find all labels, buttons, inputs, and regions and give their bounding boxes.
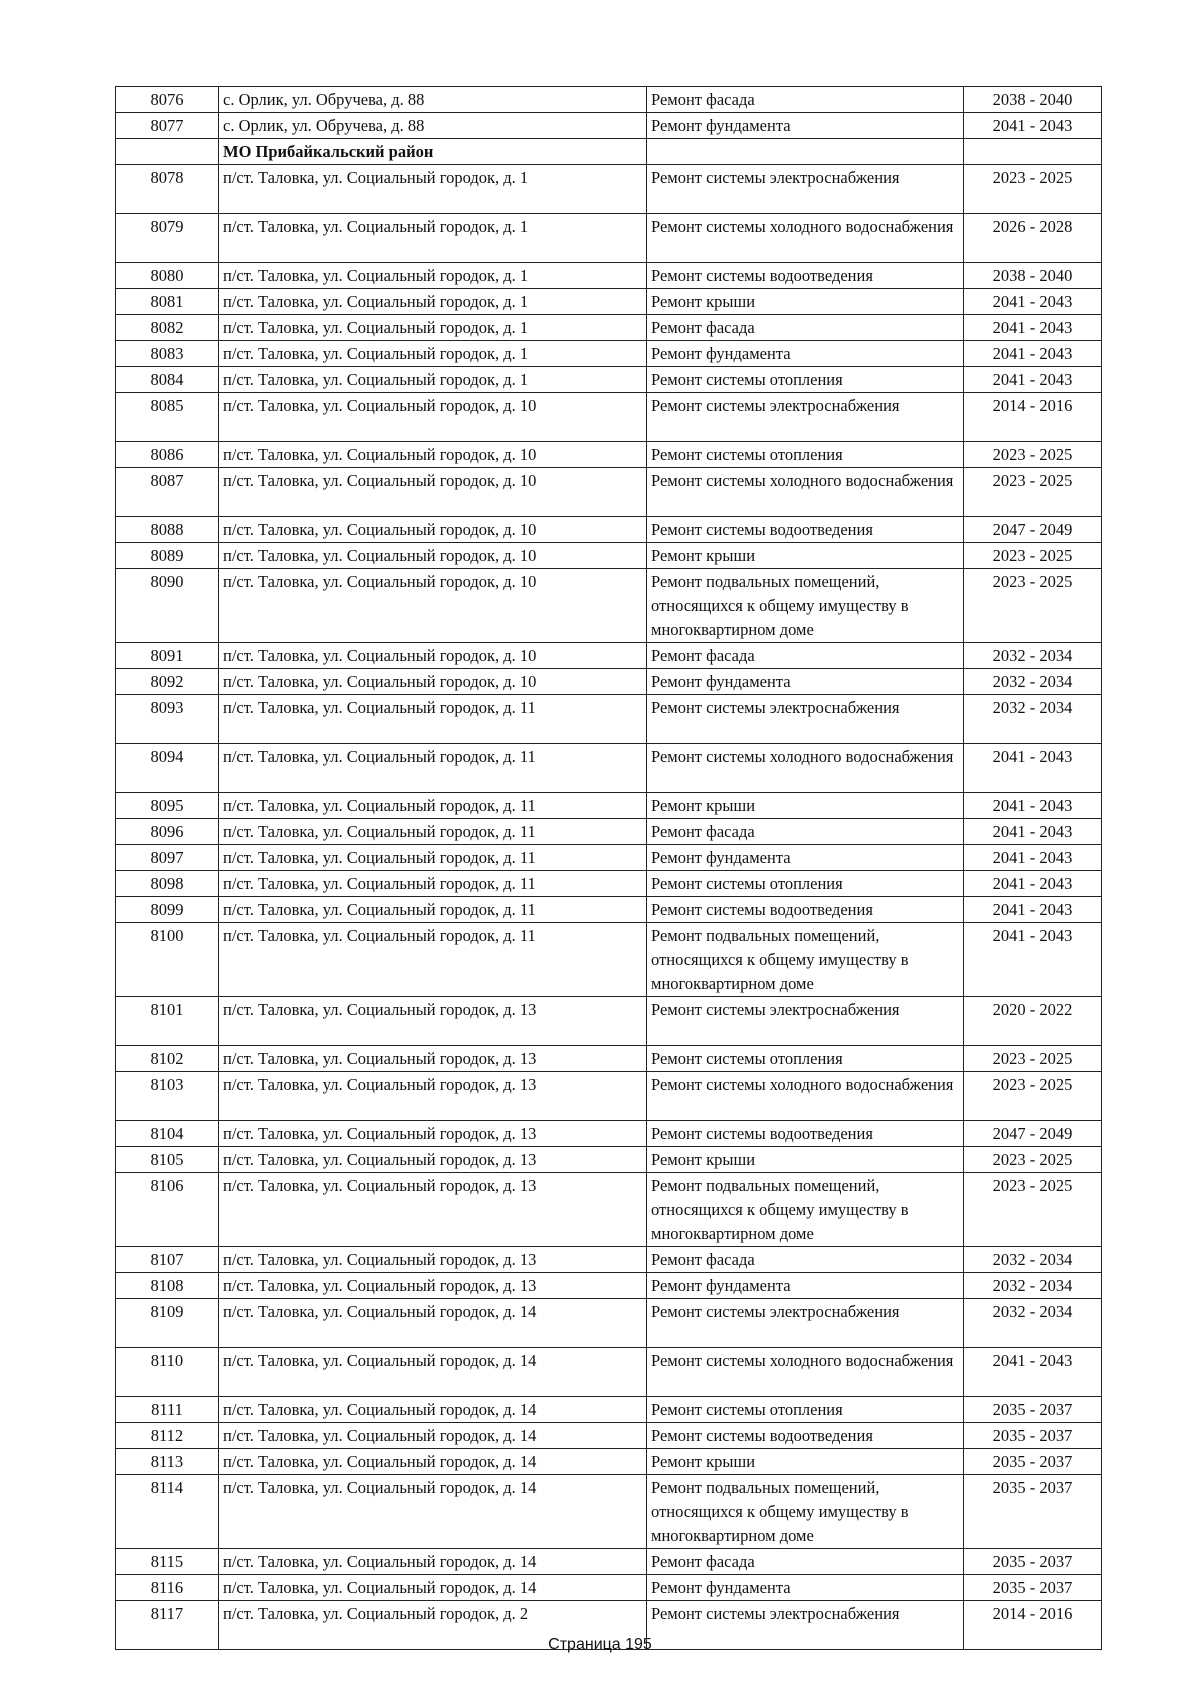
work-type-cell bbox=[647, 139, 964, 165]
period-cell: 2041 - 2043 bbox=[964, 897, 1102, 923]
work-type-cell: Ремонт системы электроснабжения bbox=[647, 165, 964, 214]
work-type-cell: Ремонт фасада bbox=[647, 643, 964, 669]
address-cell: п/ст. Таловка, ул. Социальный городок, д. 11 bbox=[219, 897, 647, 923]
work-type-cell: Ремонт крыши bbox=[647, 543, 964, 569]
work-type-cell: Ремонт системы отопления bbox=[647, 367, 964, 393]
work-type-cell: Ремонт фундамента bbox=[647, 845, 964, 871]
row-number-cell: 8116 bbox=[116, 1575, 219, 1601]
table-row bbox=[116, 393, 1102, 442]
work-type-cell: Ремонт подвальных помещений, относящихся к общему имуществу в многоквартирном доме bbox=[647, 1173, 964, 1247]
period-cell: 2035 - 2037 bbox=[964, 1449, 1102, 1475]
table-row bbox=[116, 793, 1102, 819]
row-number-cell: 8088 bbox=[116, 517, 219, 543]
address-cell: п/ст. Таловка, ул. Социальный городок, д. 1 bbox=[219, 289, 647, 315]
table-row bbox=[116, 897, 1102, 923]
work-type-cell: Ремонт подвальных помещений, относящихся к общему имуществу в многоквартирном доме bbox=[647, 569, 964, 643]
work-type-cell: Ремонт системы холодного водоснабжения bbox=[647, 468, 964, 517]
table-row bbox=[116, 1147, 1102, 1173]
address-cell: п/ст. Таловка, ул. Социальный городок, д. 10 bbox=[219, 517, 647, 543]
period-cell: 2023 - 2025 bbox=[964, 468, 1102, 517]
row-number-cell: 8082 bbox=[116, 315, 219, 341]
row-number-cell: 8110 bbox=[116, 1348, 219, 1397]
row-number-cell: 8105 bbox=[116, 1147, 219, 1173]
row-number-cell: 8104 bbox=[116, 1121, 219, 1147]
period-cell: 2041 - 2043 bbox=[964, 367, 1102, 393]
work-type-cell: Ремонт системы холодного водоснабжения bbox=[647, 1348, 964, 1397]
work-type-cell: Ремонт системы отопления bbox=[647, 1046, 964, 1072]
address-cell: п/ст. Таловка, ул. Социальный городок, д. 1 bbox=[219, 263, 647, 289]
row-number-cell: 8076 bbox=[116, 87, 219, 113]
table-row bbox=[116, 517, 1102, 543]
address-cell: п/ст. Таловка, ул. Социальный городок, д. 1 bbox=[219, 341, 647, 367]
work-type-cell: Ремонт крыши bbox=[647, 289, 964, 315]
table-row bbox=[116, 1397, 1102, 1423]
row-number-cell: 8103 bbox=[116, 1072, 219, 1121]
page-number: Страница 195 bbox=[548, 1636, 652, 1653]
table-row bbox=[116, 669, 1102, 695]
table-row bbox=[116, 214, 1102, 263]
row-number-cell: 8113 bbox=[116, 1449, 219, 1475]
row-number-cell: 8114 bbox=[116, 1475, 219, 1549]
period-cell: 2026 - 2028 bbox=[964, 214, 1102, 263]
work-type-cell: Ремонт системы электроснабжения bbox=[647, 997, 964, 1046]
table-row bbox=[116, 923, 1102, 997]
period-cell: 2023 - 2025 bbox=[964, 1147, 1102, 1173]
table-row bbox=[116, 845, 1102, 871]
work-type-cell: Ремонт фасада bbox=[647, 819, 964, 845]
row-number-cell: 8108 bbox=[116, 1273, 219, 1299]
table-row bbox=[116, 744, 1102, 793]
table-row bbox=[116, 569, 1102, 643]
row-number-cell: 8089 bbox=[116, 543, 219, 569]
row-number-cell: 8081 bbox=[116, 289, 219, 315]
work-type-cell: Ремонт системы водоотведения bbox=[647, 1423, 964, 1449]
address-cell: п/ст. Таловка, ул. Социальный городок, д. 11 bbox=[219, 744, 647, 793]
address-cell: п/ст. Таловка, ул. Социальный городок, д. 10 bbox=[219, 643, 647, 669]
row-number-cell: 8090 bbox=[116, 569, 219, 643]
table-row bbox=[116, 442, 1102, 468]
table-row bbox=[116, 695, 1102, 744]
work-type-cell: Ремонт системы электроснабжения bbox=[647, 1299, 964, 1348]
address-cell: п/ст. Таловка, ул. Социальный городок, д. 13 bbox=[219, 1072, 647, 1121]
address-cell: п/ст. Таловка, ул. Социальный городок, д. 13 bbox=[219, 997, 647, 1046]
period-cell: 2023 - 2025 bbox=[964, 569, 1102, 643]
work-type-cell: Ремонт фундамента bbox=[647, 669, 964, 695]
repair-schedule-table bbox=[115, 86, 1102, 1650]
work-type-cell: Ремонт фасада bbox=[647, 87, 964, 113]
address-cell: с. Орлик, ул. Обручева, д. 88 bbox=[219, 113, 647, 139]
work-type-cell: Ремонт системы водоотведения bbox=[647, 263, 964, 289]
row-number-cell: 8096 bbox=[116, 819, 219, 845]
region-header-row bbox=[116, 139, 1102, 165]
row-number-cell: 8086 bbox=[116, 442, 219, 468]
table-row bbox=[116, 165, 1102, 214]
period-cell: 2023 - 2025 bbox=[964, 165, 1102, 214]
period-cell: 2032 - 2034 bbox=[964, 695, 1102, 744]
row-number-cell: 8080 bbox=[116, 263, 219, 289]
period-cell: 2041 - 2043 bbox=[964, 923, 1102, 997]
address-cell: п/ст. Таловка, ул. Социальный городок, д. 1 bbox=[219, 367, 647, 393]
table-row bbox=[116, 1449, 1102, 1475]
table-row bbox=[116, 819, 1102, 845]
period-cell: 2023 - 2025 bbox=[964, 1072, 1102, 1121]
address-cell: п/ст. Таловка, ул. Социальный городок, д. 13 bbox=[219, 1046, 647, 1072]
work-type-cell: Ремонт системы водоотведения bbox=[647, 517, 964, 543]
table-row bbox=[116, 289, 1102, 315]
address-cell: п/ст. Таловка, ул. Социальный городок, д. 2 bbox=[219, 1601, 647, 1650]
period-cell: 2032 - 2034 bbox=[964, 669, 1102, 695]
work-type-cell: Ремонт системы холодного водоснабжения bbox=[647, 214, 964, 263]
address-cell: п/ст. Таловка, ул. Социальный городок, д. 1 bbox=[219, 315, 647, 341]
table-row bbox=[116, 1549, 1102, 1575]
period-cell: 2023 - 2025 bbox=[964, 1046, 1102, 1072]
row-number-cell: 8078 bbox=[116, 165, 219, 214]
period-cell: 2041 - 2043 bbox=[964, 744, 1102, 793]
period-cell: 2041 - 2043 bbox=[964, 793, 1102, 819]
period-cell: 2041 - 2043 bbox=[964, 341, 1102, 367]
table-row bbox=[116, 1173, 1102, 1247]
address-cell: п/ст. Таловка, ул. Социальный городок, д. 14 bbox=[219, 1575, 647, 1601]
address-cell: п/ст. Таловка, ул. Социальный городок, д. 11 bbox=[219, 923, 647, 997]
address-cell: п/ст. Таловка, ул. Социальный городок, д. 14 bbox=[219, 1299, 647, 1348]
period-cell: 2035 - 2037 bbox=[964, 1397, 1102, 1423]
work-type-cell: Ремонт крыши bbox=[647, 1147, 964, 1173]
row-number-cell: 8115 bbox=[116, 1549, 219, 1575]
row-number-cell: 8092 bbox=[116, 669, 219, 695]
row-number-cell: 8083 bbox=[116, 341, 219, 367]
period-cell: 2041 - 2043 bbox=[964, 871, 1102, 897]
work-type-cell: Ремонт фасада bbox=[647, 1549, 964, 1575]
table-row bbox=[116, 1475, 1102, 1549]
table-row bbox=[116, 997, 1102, 1046]
work-type-cell: Ремонт фундамента bbox=[647, 1575, 964, 1601]
table-row bbox=[116, 1121, 1102, 1147]
address-cell: п/ст. Таловка, ул. Социальный городок, д. 11 bbox=[219, 793, 647, 819]
address-cell: п/ст. Таловка, ул. Социальный городок, д. 10 bbox=[219, 543, 647, 569]
row-number-cell: 8102 bbox=[116, 1046, 219, 1072]
row-number-cell: 8112 bbox=[116, 1423, 219, 1449]
row-number-cell: 8095 bbox=[116, 793, 219, 819]
address-cell: п/ст. Таловка, ул. Социальный городок, д. 10 bbox=[219, 468, 647, 517]
work-type-cell: Ремонт фундамента bbox=[647, 341, 964, 367]
table-row bbox=[116, 1575, 1102, 1601]
table-row bbox=[116, 871, 1102, 897]
work-type-cell: Ремонт системы водоотведения bbox=[647, 897, 964, 923]
table-row bbox=[116, 367, 1102, 393]
row-number-cell: 8099 bbox=[116, 897, 219, 923]
period-cell: 2041 - 2043 bbox=[964, 315, 1102, 341]
row-number-cell: 8079 bbox=[116, 214, 219, 263]
table-body bbox=[116, 87, 1102, 1650]
period-cell: 2014 - 2016 bbox=[964, 1601, 1102, 1650]
period-cell: 2047 - 2049 bbox=[964, 1121, 1102, 1147]
row-number-cell: 8077 bbox=[116, 113, 219, 139]
address-cell: п/ст. Таловка, ул. Социальный городок, д. 14 bbox=[219, 1549, 647, 1575]
address-cell: п/ст. Таловка, ул. Социальный городок, д. 13 bbox=[219, 1247, 647, 1273]
period-cell: 2032 - 2034 bbox=[964, 1247, 1102, 1273]
period-cell: 2023 - 2025 bbox=[964, 442, 1102, 468]
address-cell: п/ст. Таловка, ул. Социальный городок, д. 13 bbox=[219, 1273, 647, 1299]
period-cell: 2035 - 2037 bbox=[964, 1423, 1102, 1449]
address-cell: п/ст. Таловка, ул. Социальный городок, д. 13 bbox=[219, 1121, 647, 1147]
period-cell: 2032 - 2034 bbox=[964, 643, 1102, 669]
work-type-cell: Ремонт системы электроснабжения bbox=[647, 1601, 964, 1650]
row-number-cell: 8109 bbox=[116, 1299, 219, 1348]
row-number-cell: 8084 bbox=[116, 367, 219, 393]
table-row bbox=[116, 1072, 1102, 1121]
work-type-cell: Ремонт фундамента bbox=[647, 113, 964, 139]
address-cell: п/ст. Таловка, ул. Социальный городок, д. 1 bbox=[219, 165, 647, 214]
work-type-cell: Ремонт системы холодного водоснабжения bbox=[647, 744, 964, 793]
table-row bbox=[116, 87, 1102, 113]
work-type-cell: Ремонт системы электроснабжения bbox=[647, 695, 964, 744]
address-cell: п/ст. Таловка, ул. Социальный городок, д. 10 bbox=[219, 393, 647, 442]
row-number-cell: 8117 bbox=[116, 1601, 219, 1650]
row-number-cell: 8097 bbox=[116, 845, 219, 871]
row-number-cell bbox=[116, 139, 219, 165]
table-row bbox=[116, 113, 1102, 139]
address-cell: п/ст. Таловка, ул. Социальный городок, д. 10 bbox=[219, 442, 647, 468]
address-cell: п/ст. Таловка, ул. Социальный городок, д. 11 bbox=[219, 695, 647, 744]
address-cell: п/ст. Таловка, ул. Социальный городок, д. 1 bbox=[219, 214, 647, 263]
period-cell: 2020 - 2022 bbox=[964, 997, 1102, 1046]
table-row bbox=[116, 315, 1102, 341]
address-cell: п/ст. Таловка, ул. Социальный городок, д. 14 bbox=[219, 1348, 647, 1397]
row-number-cell: 8094 bbox=[116, 744, 219, 793]
period-cell: 2041 - 2043 bbox=[964, 819, 1102, 845]
period-cell: 2041 - 2043 bbox=[964, 113, 1102, 139]
address-cell: п/ст. Таловка, ул. Социальный городок, д. 14 bbox=[219, 1423, 647, 1449]
table-row bbox=[116, 1423, 1102, 1449]
table-row bbox=[116, 543, 1102, 569]
table-row bbox=[116, 1348, 1102, 1397]
period-cell: 2035 - 2037 bbox=[964, 1475, 1102, 1549]
table-row bbox=[116, 341, 1102, 367]
row-number-cell: 8111 bbox=[116, 1397, 219, 1423]
table-row bbox=[116, 643, 1102, 669]
period-cell: 2023 - 2025 bbox=[964, 1173, 1102, 1247]
work-type-cell: Ремонт фундамента bbox=[647, 1273, 964, 1299]
work-type-cell: Ремонт системы отопления bbox=[647, 442, 964, 468]
address-cell: п/ст. Таловка, ул. Социальный городок, д. 10 bbox=[219, 669, 647, 695]
work-type-cell: Ремонт системы электроснабжения bbox=[647, 393, 964, 442]
table-row bbox=[116, 1273, 1102, 1299]
address-cell: МО Прибайкальский район bbox=[219, 139, 647, 165]
period-cell: 2041 - 2043 bbox=[964, 289, 1102, 315]
work-type-cell: Ремонт фасада bbox=[647, 1247, 964, 1273]
work-type-cell: Ремонт фасада bbox=[647, 315, 964, 341]
period-cell: 2047 - 2049 bbox=[964, 517, 1102, 543]
period-cell: 2035 - 2037 bbox=[964, 1575, 1102, 1601]
row-number-cell: 8100 bbox=[116, 923, 219, 997]
work-type-cell: Ремонт системы водоотведения bbox=[647, 1121, 964, 1147]
row-number-cell: 8085 bbox=[116, 393, 219, 442]
period-cell: 2032 - 2034 bbox=[964, 1299, 1102, 1348]
period-cell: 2032 - 2034 bbox=[964, 1273, 1102, 1299]
period-cell: 2035 - 2037 bbox=[964, 1549, 1102, 1575]
table-row bbox=[116, 468, 1102, 517]
row-number-cell: 8098 bbox=[116, 871, 219, 897]
address-cell: п/ст. Таловка, ул. Социальный городок, д. 13 bbox=[219, 1173, 647, 1247]
table-row bbox=[116, 1247, 1102, 1273]
table-row bbox=[116, 1046, 1102, 1072]
period-cell: 2041 - 2043 bbox=[964, 845, 1102, 871]
work-type-cell: Ремонт подвальных помещений, относящихся к общему имуществу в многоквартирном доме bbox=[647, 923, 964, 997]
work-type-cell: Ремонт системы холодного водоснабжения bbox=[647, 1072, 964, 1121]
period-cell bbox=[964, 139, 1102, 165]
work-type-cell: Ремонт системы отопления bbox=[647, 871, 964, 897]
work-type-cell: Ремонт подвальных помещений, относящихся к общему имуществу в многоквартирном доме bbox=[647, 1475, 964, 1549]
row-number-cell: 8101 bbox=[116, 997, 219, 1046]
address-cell: п/ст. Таловка, ул. Социальный городок, д. 14 bbox=[219, 1449, 647, 1475]
period-cell: 2038 - 2040 bbox=[964, 87, 1102, 113]
work-type-cell: Ремонт крыши bbox=[647, 793, 964, 819]
work-type-cell: Ремонт крыши bbox=[647, 1449, 964, 1475]
row-number-cell: 8107 bbox=[116, 1247, 219, 1273]
period-cell: 2041 - 2043 bbox=[964, 1348, 1102, 1397]
work-type-cell: Ремонт системы отопления bbox=[647, 1397, 964, 1423]
address-cell: п/ст. Таловка, ул. Социальный городок, д. 14 bbox=[219, 1397, 647, 1423]
row-number-cell: 8091 bbox=[116, 643, 219, 669]
period-cell: 2038 - 2040 bbox=[964, 263, 1102, 289]
period-cell: 2014 - 2016 bbox=[964, 393, 1102, 442]
address-cell: с. Орлик, ул. Обручева, д. 88 bbox=[219, 87, 647, 113]
row-number-cell: 8093 bbox=[116, 695, 219, 744]
address-cell: п/ст. Таловка, ул. Социальный городок, д. 11 bbox=[219, 871, 647, 897]
address-cell: п/ст. Таловка, ул. Социальный городок, д. 14 bbox=[219, 1475, 647, 1549]
address-cell: п/ст. Таловка, ул. Социальный городок, д. 13 bbox=[219, 1147, 647, 1173]
address-cell: п/ст. Таловка, ул. Социальный городок, д. 10 bbox=[219, 569, 647, 643]
table-row bbox=[116, 1299, 1102, 1348]
address-cell: п/ст. Таловка, ул. Социальный городок, д. 11 bbox=[219, 845, 647, 871]
address-cell: п/ст. Таловка, ул. Социальный городок, д. 11 bbox=[219, 819, 647, 845]
row-number-cell: 8106 bbox=[116, 1173, 219, 1247]
period-cell: 2023 - 2025 bbox=[964, 543, 1102, 569]
table-row bbox=[116, 263, 1102, 289]
row-number-cell: 8087 bbox=[116, 468, 219, 517]
